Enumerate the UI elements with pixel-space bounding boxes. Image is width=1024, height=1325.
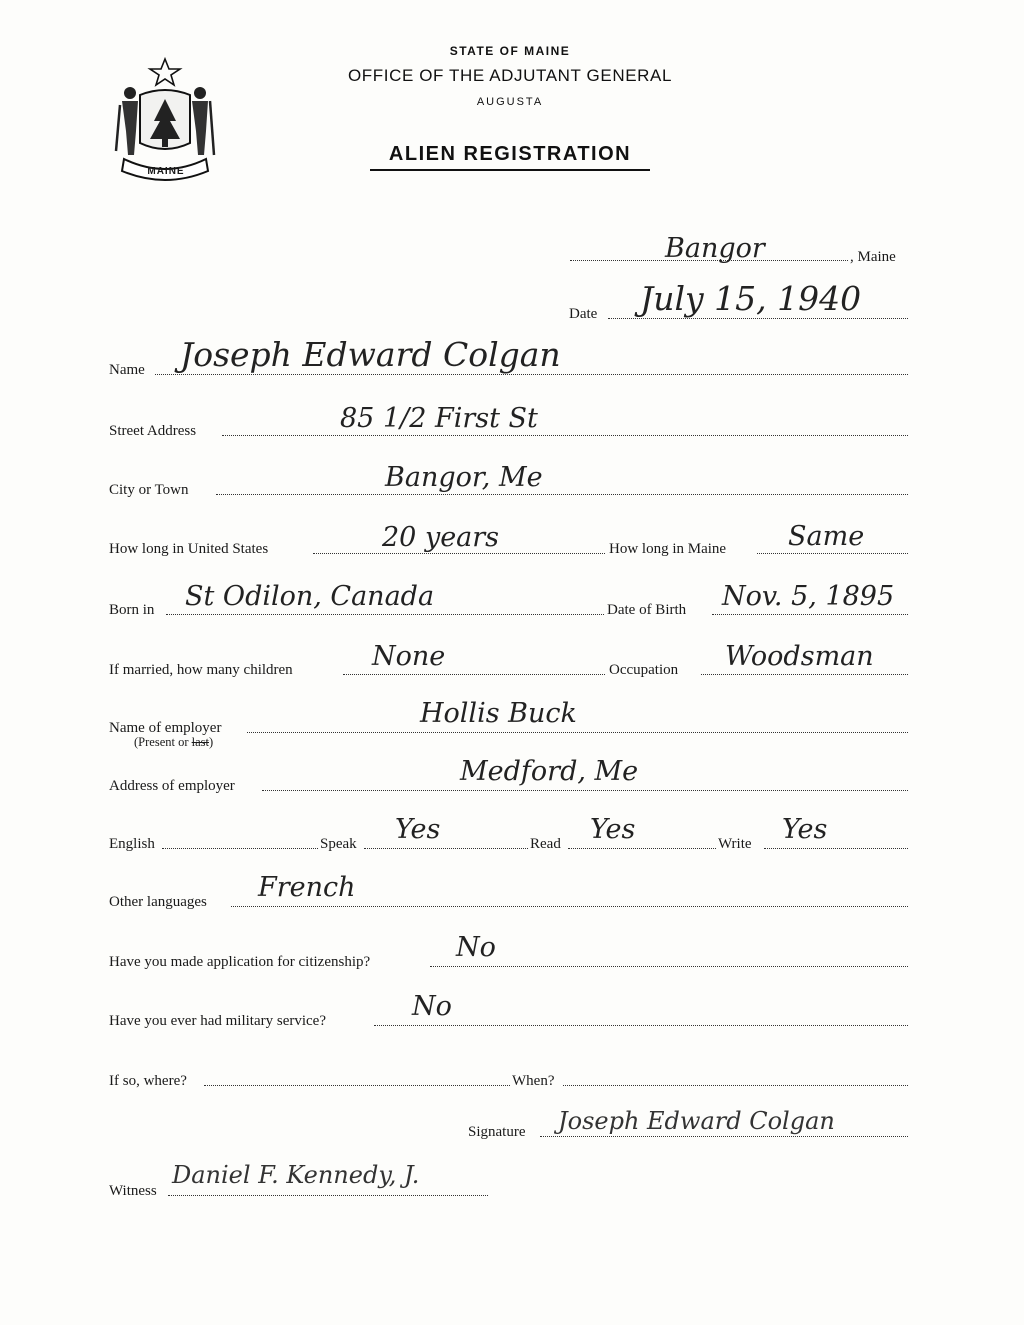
employer-note-last: last	[191, 735, 209, 749]
date-of-birth-entry: Nov. 5, 1895	[722, 581, 895, 612]
witness-line	[168, 1195, 488, 1196]
date-of-birth-line	[712, 614, 908, 615]
when-line	[563, 1085, 908, 1086]
citizenship-label: Have you made application for citizenship?	[109, 954, 371, 970]
signature-label: Signature	[468, 1124, 526, 1140]
how-long-maine-line	[757, 553, 908, 554]
employer-address-entry: Medford, Me	[460, 756, 639, 787]
place-entry: Bangor	[665, 233, 765, 264]
english-label: English	[109, 836, 155, 852]
street-address-entry: 85 1/2 First St	[340, 403, 538, 434]
name-label: Name	[109, 362, 145, 378]
how-long-us-entry: 20 years	[382, 522, 500, 553]
read-label: Read	[530, 836, 561, 852]
children-label: If married, how many children	[109, 662, 293, 678]
military-entry: No	[412, 991, 452, 1022]
write-label: Write	[718, 836, 752, 852]
how-long-maine-label: How long in Maine	[609, 541, 727, 557]
children-line	[343, 674, 605, 675]
born-in-line	[166, 614, 604, 615]
born-in-label: Born in	[109, 602, 155, 618]
name-entry: Joseph Edward Colgan	[180, 335, 561, 374]
born-in-entry: St Odilon, Canada	[185, 581, 435, 612]
signature-line	[540, 1136, 908, 1137]
military-label: Have you ever had military service?	[109, 1013, 326, 1029]
witness-entry: Daniel F. Kennedy, J.	[172, 1161, 420, 1189]
if-where-label: If so, where?	[109, 1073, 187, 1089]
name-line	[155, 374, 908, 375]
place-suffix-label: , Maine	[850, 249, 896, 265]
children-entry: None	[372, 641, 446, 672]
speak-label: Speak	[320, 836, 357, 852]
date-entry: July 15, 1940	[640, 279, 862, 318]
occupation-line	[701, 674, 908, 675]
state-heading: STATE OF MAINE	[449, 44, 571, 58]
military-line	[374, 1025, 908, 1026]
write-entry: Yes	[782, 814, 828, 845]
form-title: ALIEN REGISTRATION	[388, 143, 632, 165]
street-address-line	[222, 435, 908, 436]
other-languages-label: Other languages	[109, 894, 207, 910]
date-label: Date	[569, 306, 598, 322]
when-label: When?	[512, 1073, 555, 1089]
speak-line	[364, 848, 528, 849]
employer-note	[134, 735, 213, 750]
employer-note-present: (Present or	[134, 735, 192, 749]
occupation-label: Occupation	[609, 662, 679, 678]
other-languages-line	[231, 906, 908, 907]
street-address-label: Street Address	[109, 423, 197, 439]
speak-entry: Yes	[395, 814, 441, 845]
english-line	[162, 848, 318, 849]
employer-note-close: )	[208, 735, 214, 749]
if-where-line	[204, 1085, 510, 1086]
city-town-label: City or Town	[109, 482, 189, 498]
write-line	[764, 848, 908, 849]
employer-name-entry: Hollis Buck	[420, 698, 577, 729]
how-long-maine-entry: Same	[788, 521, 865, 552]
witness-label: Witness	[109, 1183, 157, 1199]
seal-banner-text: MAINE	[147, 166, 185, 177]
employer-address-label: Address of employer	[109, 778, 235, 794]
signature-entry: Joseph Edward Colgan	[558, 1107, 835, 1135]
read-line	[568, 848, 716, 849]
employer-name-line	[247, 732, 908, 733]
office-heading: OFFICE OF THE ADJUTANT GENERAL	[347, 66, 673, 85]
employer-address-line	[262, 790, 908, 791]
occupation-entry: Woodsman	[725, 641, 874, 672]
other-languages-entry: French	[258, 872, 356, 903]
citizenship-entry: No	[456, 932, 496, 963]
city-heading: AUGUSTA	[476, 96, 544, 108]
city-town-entry: Bangor, Me	[385, 462, 543, 493]
employer-name-label: Name of employer	[109, 720, 222, 736]
title-underline	[370, 169, 650, 171]
citizenship-line	[430, 966, 908, 967]
read-entry: Yes	[590, 814, 636, 845]
date-line	[608, 318, 908, 319]
city-town-line	[216, 494, 908, 495]
how-long-us-label: How long in United States	[109, 541, 269, 557]
date-of-birth-label: Date of Birth	[607, 602, 687, 618]
how-long-us-line	[313, 553, 605, 554]
